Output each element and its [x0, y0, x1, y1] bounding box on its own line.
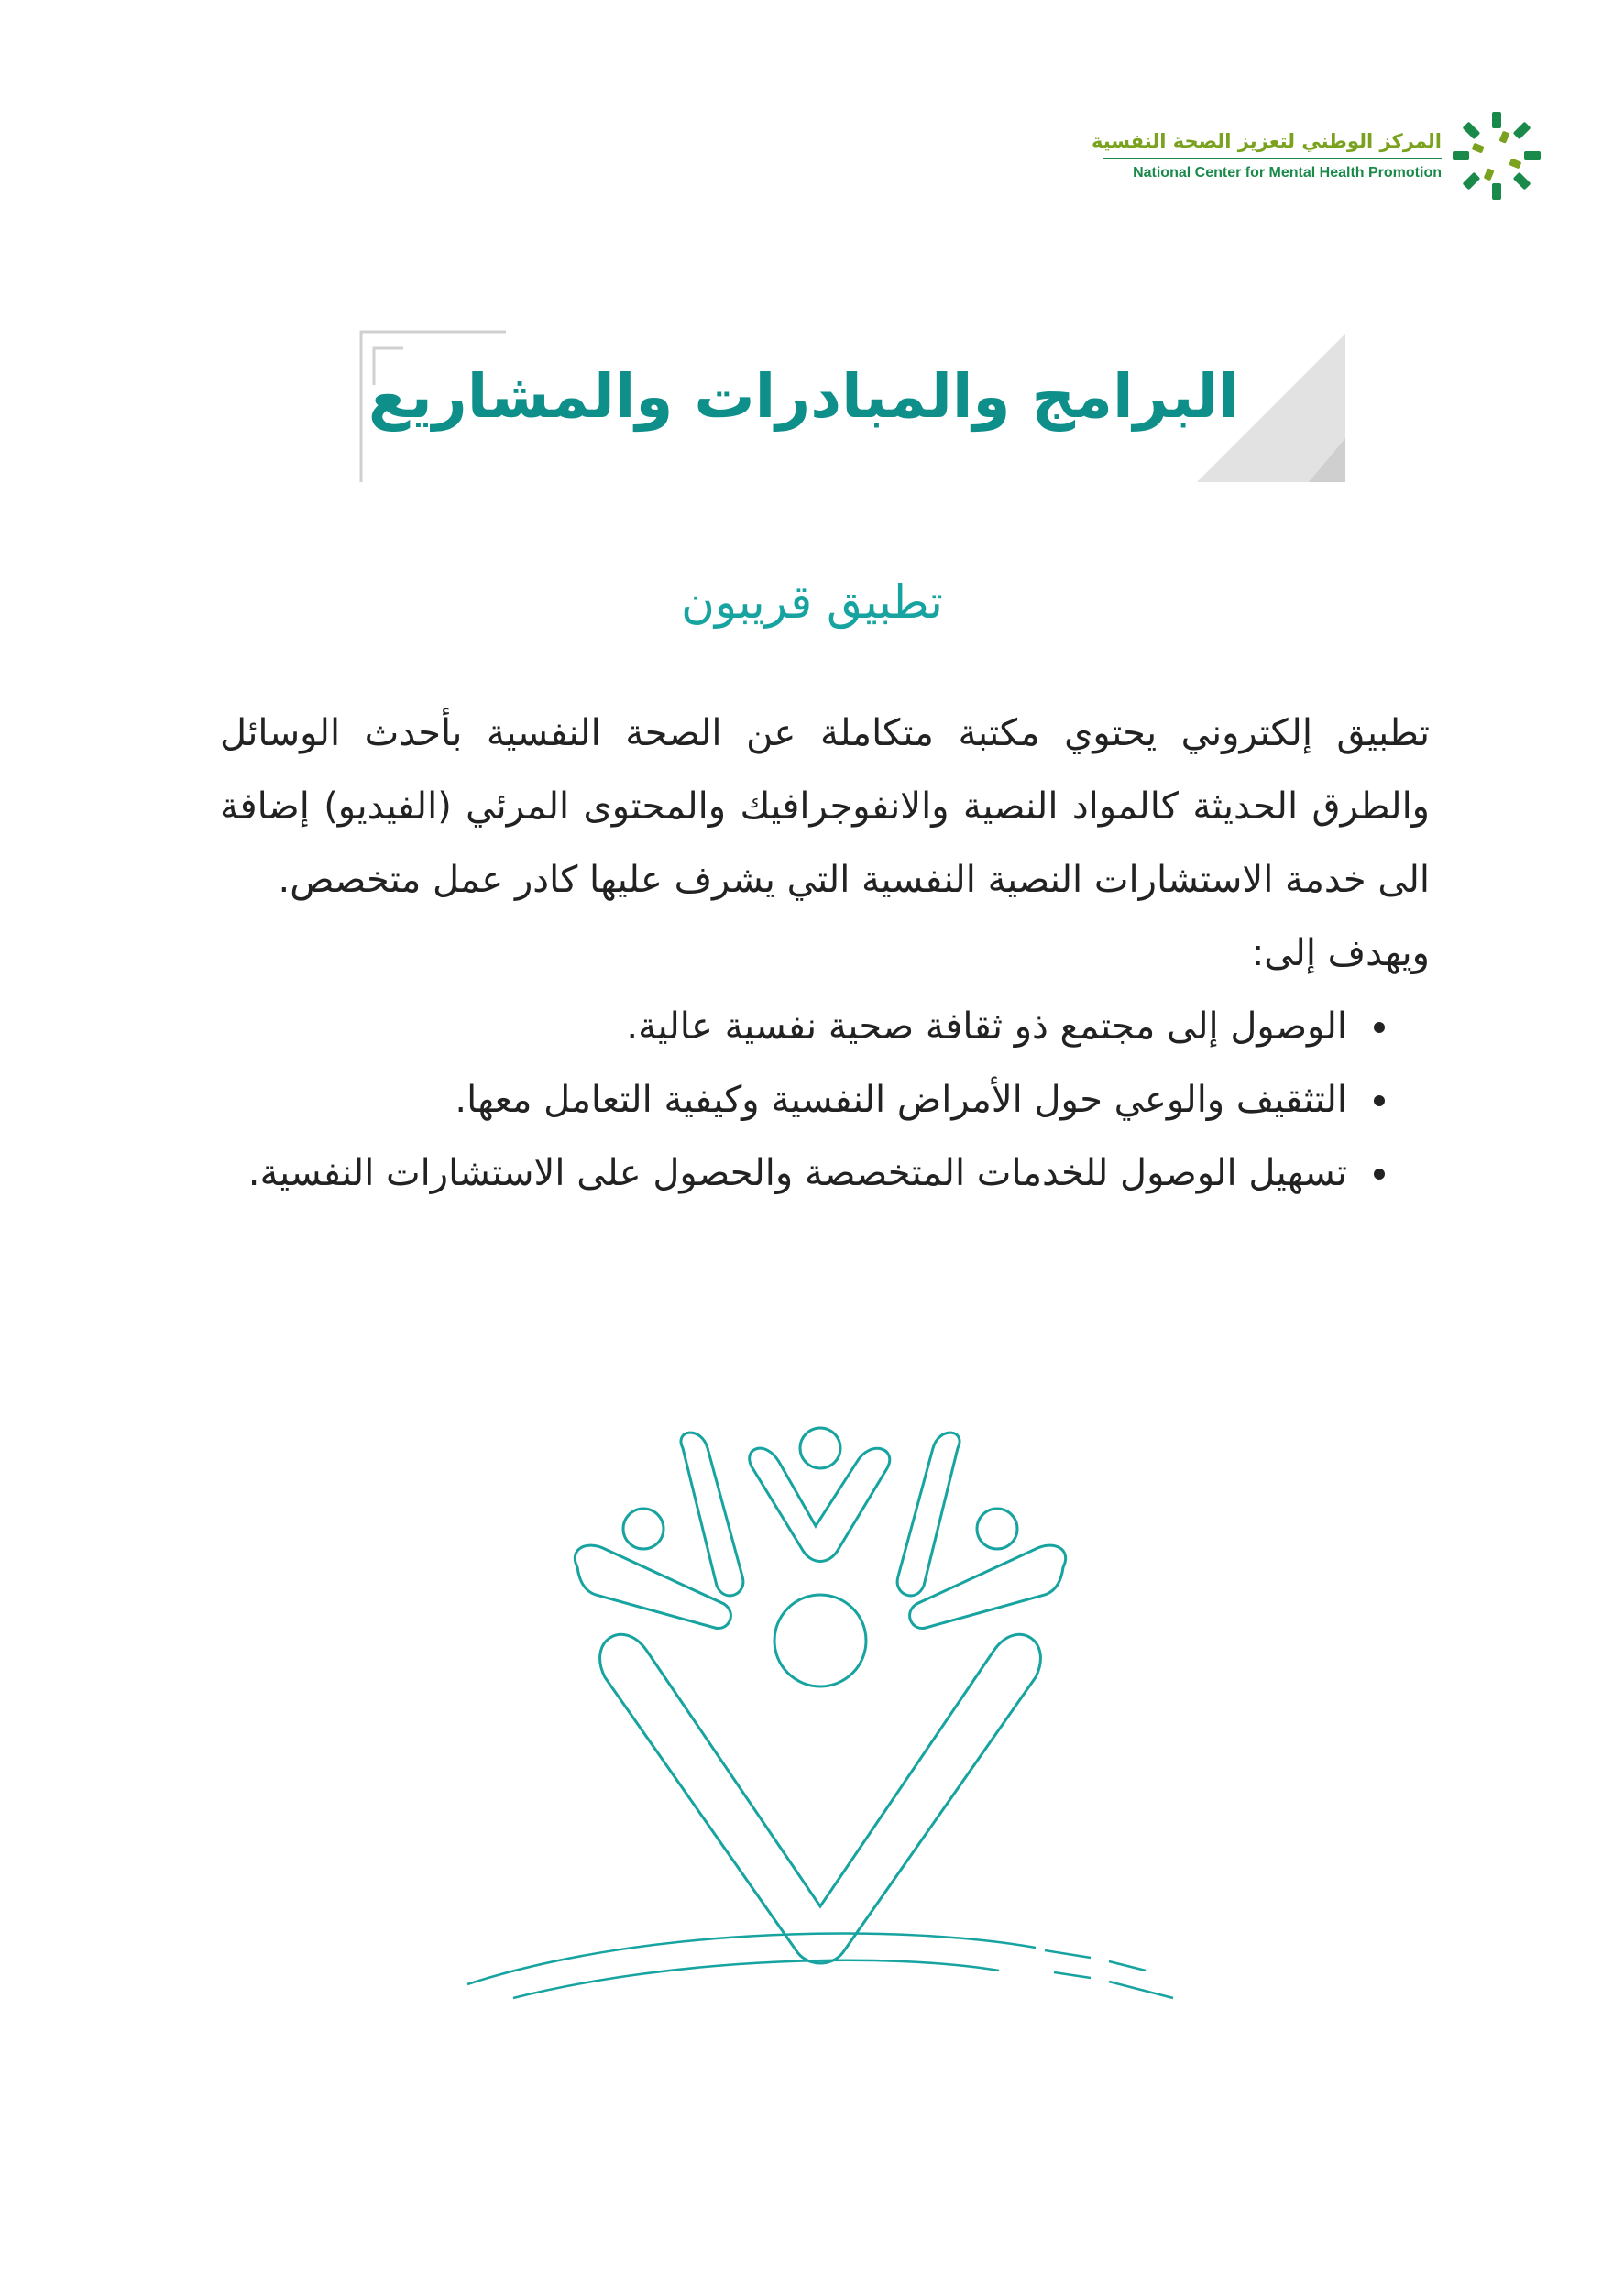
- header-logo: [1086, 108, 1544, 209]
- logo-text: [1092, 130, 1442, 181]
- list-item: • الوصول إلى مجتمع ذو ثقافة صحية نفسية عالية.: [220, 990, 1356, 1063]
- page-title: البرامج والمبادرات والمشاريع: [368, 361, 1239, 432]
- people-illustration: [449, 1411, 1191, 2007]
- logo-arabic-name: المركز الوطني لتعزيز الصحة النفسية: [1091, 130, 1442, 152]
- aims-list: [220, 990, 1430, 1210]
- section-subtitle: تطبيق قريبون: [681, 576, 943, 629]
- list-item: • التثقيف والوعي حول الأمراض النفسية وكيفية التعامل معها.: [220, 1063, 1356, 1136]
- logo-english-name: National Center for Mental Health Promotion: [1133, 165, 1442, 181]
- body-text: [220, 697, 1430, 1210]
- list-item: • تسهيل الوصول للخدمات المتخصصة والحصول على الاستشارات النفسية.: [220, 1136, 1356, 1210]
- title-frame: [359, 330, 1349, 484]
- logo-divider: [1103, 158, 1442, 159]
- aims-heading: ويهدف إلى:: [1251, 932, 1430, 974]
- description-paragraph: تطبيق إلكتروني يحتوي مكتبة متكاملة عن الصحة النفسية بأحدث الوسائل والطرق الحديثة كالمواد النصية والانفوجرافيك والمحتوى المرئي (الفيديو) إضافة الى خدمة الاستشارات النصية النفسية التي يشرف عليها كادر عمل متخصص.: [220, 712, 1430, 901]
- logo-star-icon: [1449, 108, 1544, 203]
